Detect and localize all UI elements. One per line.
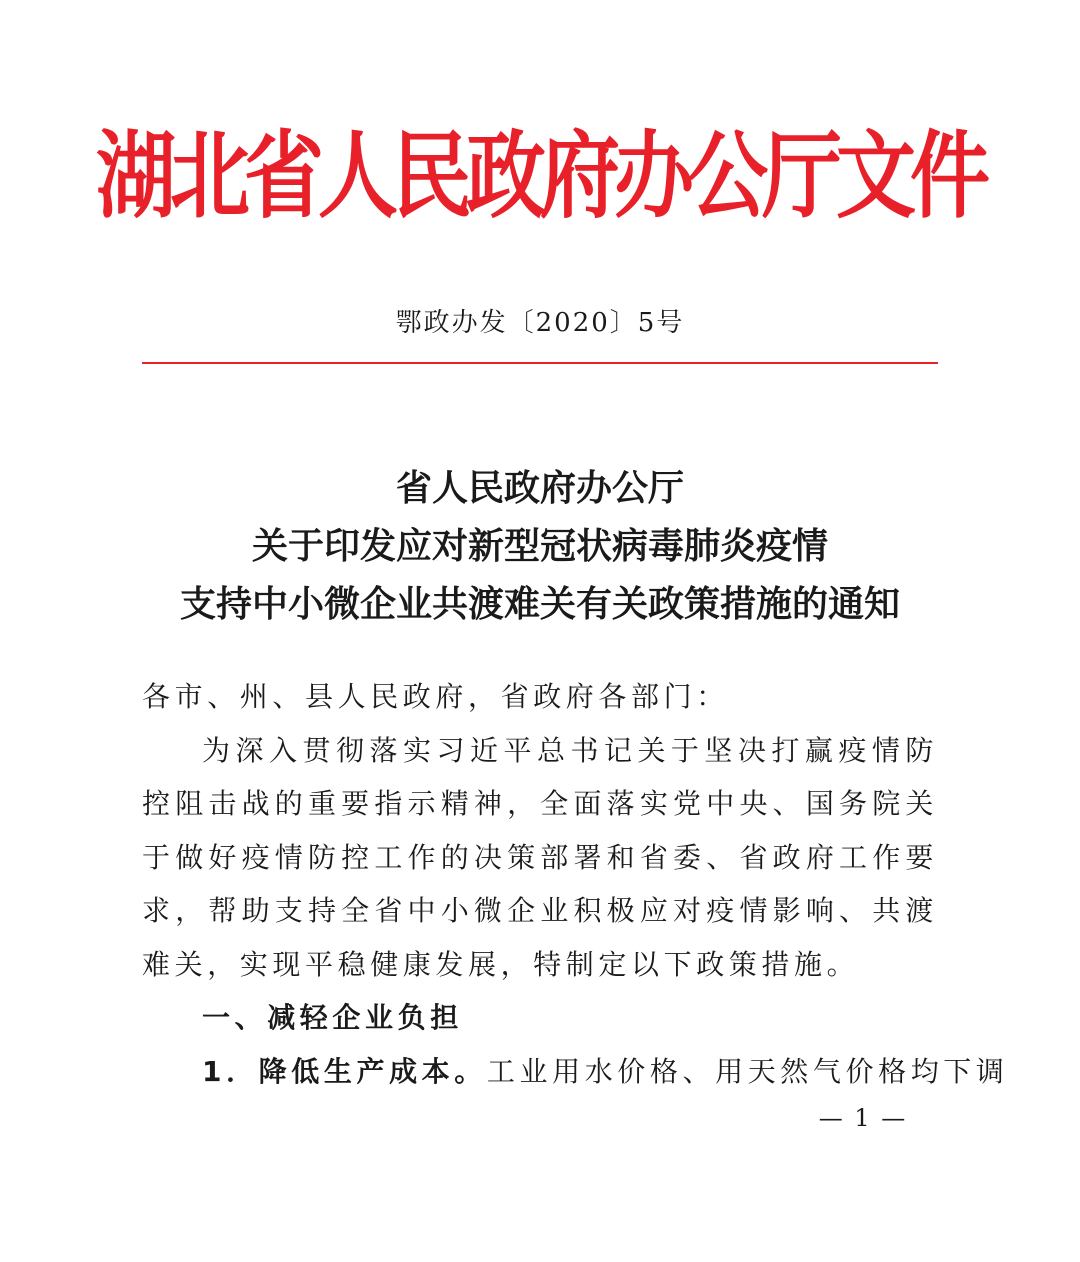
item-1-lead: 1．降低生产成本。 — [202, 1054, 487, 1088]
notice-title-line-1: 省人民政府办公厅 — [395, 468, 684, 509]
page-number: — 1 — — [818, 1104, 908, 1132]
notice-title-line-3: 支持中小微企业共渡难关有关政策措施的通知 — [179, 584, 900, 625]
issuing-office-title: 湖北省人民政府办公厅文件 — [96, 121, 984, 231]
document-number: 鄂政办发〔2020〕5号 — [395, 308, 685, 338]
notice-title — [0, 460, 1080, 634]
intro-paragraph: 为深入贯彻落实习近平总书记关于坚决打赢疫情防控阻击战的重要指示精神，全面落实党中央、国务院关于做好疫情防控工作的决策部署和省委、省政府工作要求，帮助支持全省中小微企业积极应对疫情影响、共渡难关，实现平稳健康发展，特制定以下政策措施。 — [142, 733, 938, 981]
salutation: 各市、州、县人民政府，省政府各部门： — [142, 680, 729, 713]
section-heading-1: 一、减轻企业负担 — [202, 1001, 463, 1034]
red-separator-line — [142, 362, 938, 364]
item-1-text: 工业用水价格、用天然气价格均下调 — [486, 1054, 1009, 1088]
notice-title-line-2: 关于印发应对新型冠状病毒肺炎疫情 — [251, 526, 828, 567]
document-body — [142, 670, 1009, 1098]
item-1 — [142, 1045, 1009, 1099]
